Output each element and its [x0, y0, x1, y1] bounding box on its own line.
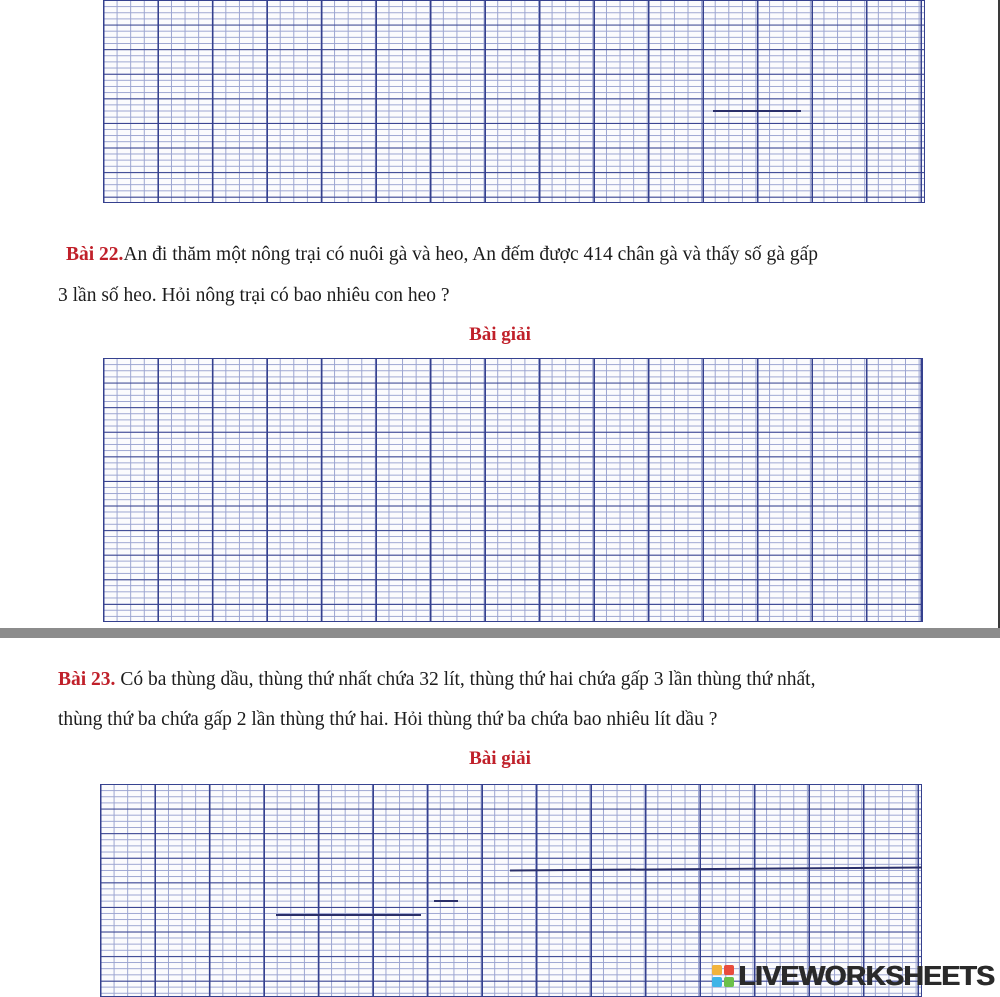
problem-23-line1: Có ba thùng dầu, thùng thứ nhất chứa 32 lít, thùng thứ hai chứa gấp 3 lần thùng thứ nhất,	[120, 669, 816, 690]
problem-22-solution-heading: Bài giải	[469, 324, 531, 345]
handwritten-mark	[434, 900, 458, 902]
liveworksheets-logo-icon	[712, 965, 734, 987]
answer-grid-previous[interactable]	[103, 0, 925, 203]
problem-23-solution-heading: Bài giải	[469, 748, 531, 769]
liveworksheets-logo	[712, 961, 994, 991]
problem-22-text-line1	[66, 235, 818, 275]
answer-grid-problem-22[interactable]	[103, 358, 923, 622]
problem-23-text-line1	[58, 660, 815, 700]
handwritten-mark	[713, 110, 801, 112]
problem-22-number: Bài 22.	[66, 244, 124, 265]
handwritten-mark	[276, 914, 421, 916]
problem-22-text-line2: 3 lần số heo. Hỏi nông trại có bao nhiêu con heo ?	[58, 285, 450, 306]
liveworksheets-logo-text: LIVEWORKSHEETS	[738, 960, 994, 991]
page-divider	[0, 628, 1000, 638]
problem-22-line1: An đi thăm một nông trại có nuôi gà và heo, An đếm được 414 chân gà và thấy số gà gấp	[123, 244, 818, 265]
handwritten-mark	[510, 867, 922, 871]
problem-23-number: Bài 23.	[58, 669, 116, 690]
problem-23-text-line2: thùng thứ ba chứa gấp 2 lần thùng thứ hai. Hỏi thùng thứ ba chứa bao nhiêu lít dầu ?	[58, 709, 718, 730]
worksheet-page-bottom	[0, 638, 1000, 997]
